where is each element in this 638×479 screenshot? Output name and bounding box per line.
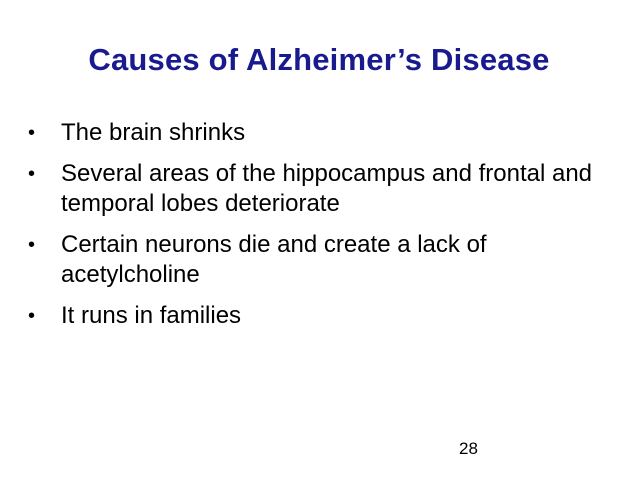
- bullet-item: [28, 118, 608, 148]
- bullet-text: The brain shrinks: [61, 119, 246, 146]
- bullet-text: Certain neurons die and create a lack of acetylcholine: [61, 231, 487, 288]
- bullet-dot-icon: •: [28, 305, 36, 327]
- bullet-item: [28, 159, 608, 219]
- bullet-list: [28, 118, 608, 342]
- bullet-dot-icon: •: [28, 163, 36, 185]
- bullet-dot-icon: •: [28, 234, 36, 256]
- bullet-item: [28, 230, 608, 290]
- bullet-dot-icon: •: [28, 122, 36, 144]
- bullet-text: It runs in families: [61, 302, 242, 329]
- bullet-text: Several areas of the hippocampus and frontal and temporal lobes deteriorate: [61, 160, 593, 217]
- bullet-item: [28, 301, 608, 331]
- slide-title: Causes of Alzheimer’s Disease: [88, 42, 550, 77]
- page-number: 28: [459, 439, 478, 458]
